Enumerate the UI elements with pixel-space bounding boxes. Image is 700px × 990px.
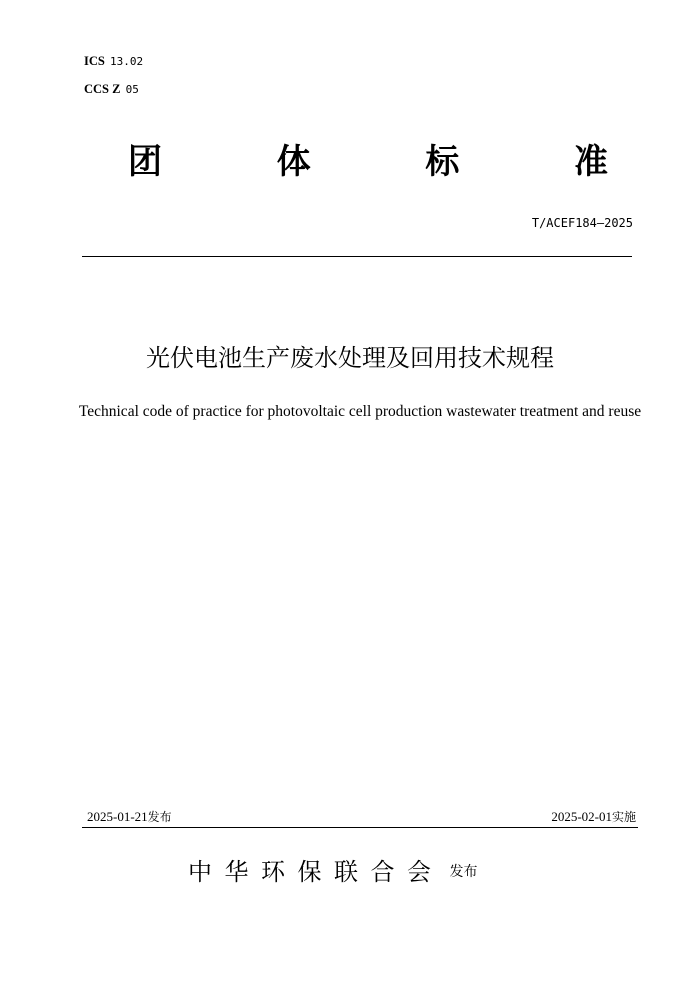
implementation-date-label: 实施 [611,810,636,824]
standard-number: T/ACEF184—2025 [531,216,633,230]
issue-date [87,808,172,826]
ics-label: ICS [84,54,105,68]
publisher-name: 中华环保联合会 [188,858,444,886]
standard-type-char: 团 [128,142,162,182]
standard-type-char: 体 [276,142,311,182]
header-divider [82,256,632,257]
standard-type-heading [128,140,608,184]
ccs-value: 05 [125,83,139,96]
implementation-date [551,808,636,826]
implementation-date-value: 2025-02-01 [551,809,612,824]
ics-code [84,53,143,70]
title-chinese: 光伏电池生产废水处理及回用技术规程 [146,344,554,372]
ics-value: 13.02 [109,55,144,68]
title-english: Technical code of practice for photovoltaic cell production wastewater treatment and reuse [78,403,642,420]
publisher-suffix: 发布 [449,864,478,880]
standard-type-char: 标 [425,142,460,182]
publisher [188,852,478,892]
issue-date-label: 发布 [147,810,172,824]
standard-type-char: 准 [573,142,608,182]
issue-date-value: 2025-01-21 [87,809,148,824]
ccs-label: CCS Z [84,82,121,96]
footer-divider [82,827,638,828]
ccs-code [84,81,139,98]
